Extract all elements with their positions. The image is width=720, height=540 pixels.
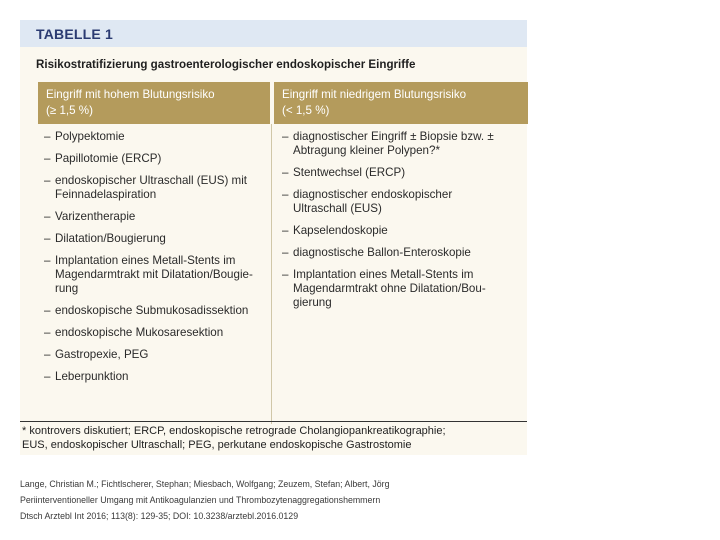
- dash-bullet: –: [44, 152, 51, 165]
- risk-table: [38, 82, 528, 427]
- list-item-text: Implantation eines Metall-Stents im: [55, 254, 236, 267]
- list-item: [44, 304, 264, 318]
- list-item-text: Papillotomie (ERCP): [55, 152, 162, 165]
- dash-bullet: –: [44, 326, 51, 339]
- dash-bullet: –: [282, 246, 289, 259]
- list-item-text: endoskopische Submukosadissektion: [55, 304, 249, 317]
- dash-bullet: –: [282, 224, 289, 237]
- citation-source: Dtsch Arztebl Int 2016; 113(8): 129-35; DOI: 10.3238/arztebl.2016.0129: [20, 511, 299, 521]
- list-item-text: Gastropexie, PEG: [55, 348, 149, 361]
- footnote-line: * kontrovers diskutiert; ERCP, endoskopische retrograde Cholangiopankreatikographie;: [22, 425, 446, 437]
- list-item: [44, 174, 264, 202]
- high-risk-list: [44, 130, 264, 392]
- list-item: [44, 348, 264, 362]
- list-item-text: diagnostische Ballon-Enteroskopie: [293, 246, 471, 259]
- list-item: [44, 152, 264, 166]
- column-header-low-risk: [274, 82, 528, 124]
- citation-title: Periinterventioneller Umgang mit Antikoagulanzien und Thrombozytenaggregationshemmern: [20, 495, 381, 505]
- list-item-text: Feinnadelaspiration: [55, 188, 157, 201]
- list-item-text: Stentwechsel (ERCP): [293, 166, 406, 179]
- list-item-text: Varizentherapie: [55, 210, 136, 223]
- list-item-text: Magendarmtrakt ohne Dilatation/Bou-: [293, 282, 486, 295]
- list-item-text: rung: [55, 282, 79, 295]
- table-title: Risikostratifizierung gastroenterologischer endoskopischer Eingriffe: [36, 58, 416, 71]
- column-header-threshold: (≥ 1,5 %): [46, 104, 93, 117]
- list-item-text: Abtragung kleiner Polypen?*: [293, 144, 440, 157]
- citation-authors: Lange, Christian M.; Fichtlscherer, Stephan; Miesbach, Wolfgang; Zeuzem, Stefan; Albert, Jörg: [20, 479, 390, 489]
- dash-bullet: –: [44, 174, 51, 187]
- footnote-line: EUS, endoskopischer Ultraschall; PEG, perkutane endoskopische Gastrostomie: [22, 438, 412, 451]
- table-card: [20, 20, 527, 455]
- dash-bullet: –: [282, 166, 289, 179]
- list-item-text: diagnostischer Eingriff ± Biopsie bzw. ±: [293, 130, 494, 143]
- column-header-title: Eingriff mit hohem Blutungsrisiko: [46, 88, 215, 101]
- dash-bullet: –: [282, 130, 289, 143]
- dash-bullet: –: [282, 268, 289, 281]
- list-item-text: diagnostischer endoskopischer: [293, 188, 453, 201]
- dash-bullet: –: [44, 370, 51, 383]
- list-item-text: Leberpunktion: [55, 370, 129, 383]
- list-item-text: endoskopischer Ultraschall (EUS) mit: [55, 174, 248, 187]
- list-item-text: Polypektomie: [55, 130, 125, 143]
- list-item: [44, 130, 264, 144]
- list-item: [44, 254, 264, 296]
- dash-bullet: –: [44, 130, 51, 143]
- list-item-text: Implantation eines Metall-Stents im: [293, 268, 474, 281]
- list-item: [44, 210, 264, 224]
- list-item-text: Ultraschall (EUS): [293, 202, 382, 215]
- list-item: [282, 224, 522, 238]
- list-item: [282, 166, 522, 180]
- dash-bullet: –: [282, 188, 289, 201]
- dash-bullet: –: [44, 348, 51, 361]
- list-item-text: endoskopische Mukosaresektion: [55, 326, 224, 339]
- table-label: TABELLE 1: [36, 26, 113, 42]
- column-header-high-risk: [38, 82, 270, 124]
- column-header-title: Eingriff mit niedrigem Blutungsrisiko: [282, 88, 467, 101]
- list-item: [44, 326, 264, 340]
- list-item: [282, 268, 522, 310]
- dash-bullet: –: [44, 232, 51, 245]
- table-label-band: [20, 20, 527, 47]
- low-risk-list: [282, 130, 522, 318]
- column-header-threshold: (< 1,5 %): [282, 104, 330, 117]
- list-item-text: Kapselendoskopie: [293, 224, 388, 237]
- dash-bullet: –: [44, 254, 51, 267]
- footnote-divider: [20, 421, 527, 422]
- list-item-text: Dilatation/Bougierung: [55, 232, 166, 245]
- dash-bullet: –: [44, 304, 51, 317]
- table-footnote: [22, 425, 522, 452]
- list-item: [282, 188, 522, 216]
- list-item: [44, 370, 264, 384]
- list-item-text: Magendarmtrakt mit Dilatation/Bougie-: [55, 268, 253, 281]
- list-item-text: gierung: [293, 296, 332, 309]
- citation: [20, 476, 390, 524]
- list-item: [282, 246, 522, 260]
- list-item: [282, 130, 522, 158]
- list-item: [44, 232, 264, 246]
- column-divider: [271, 124, 272, 424]
- dash-bullet: –: [44, 210, 51, 223]
